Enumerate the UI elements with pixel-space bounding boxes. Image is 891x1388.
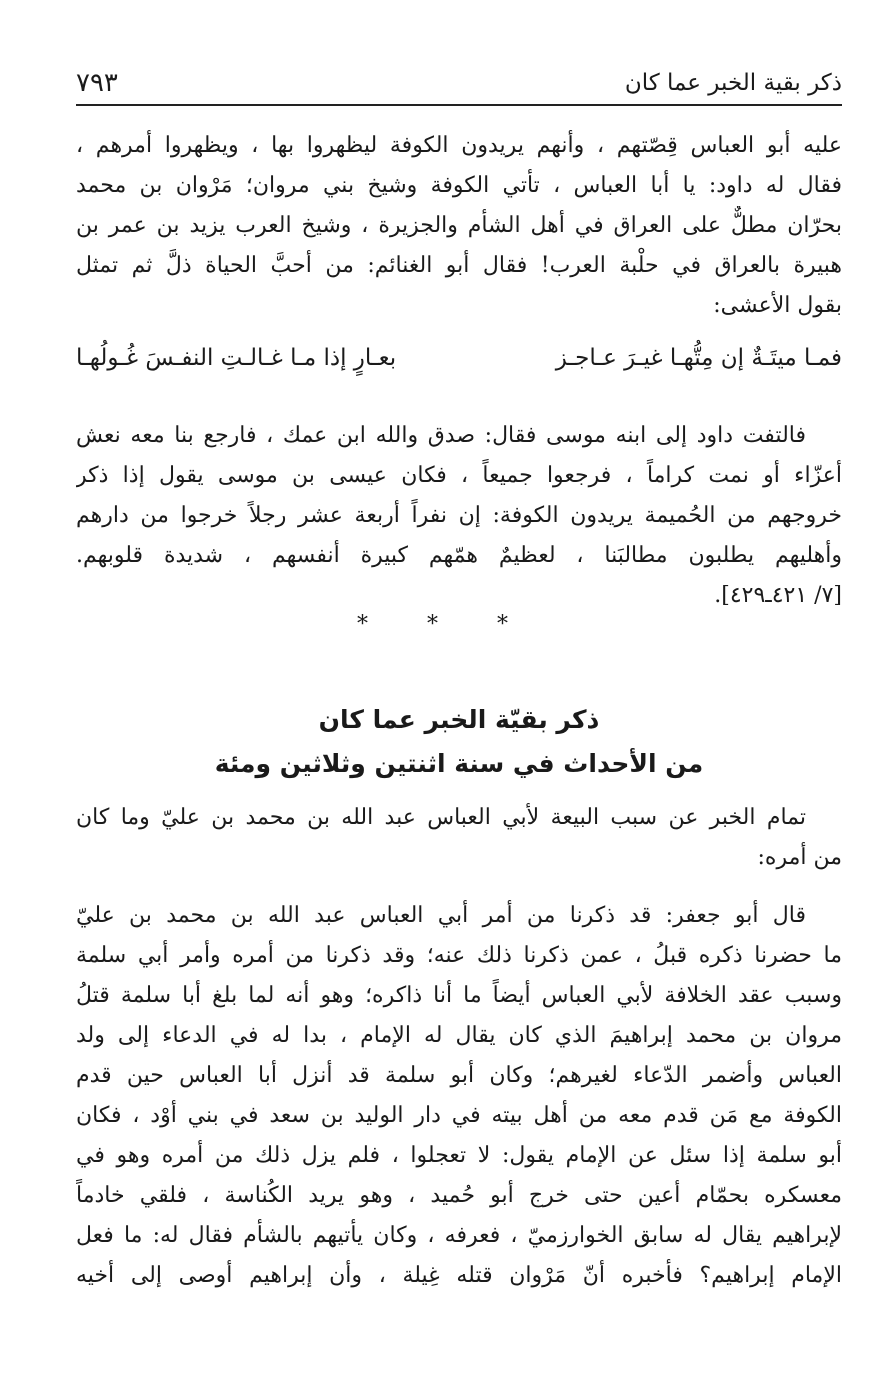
- page-header: [76, 60, 842, 100]
- text-line: من أمره:: [757, 845, 842, 870]
- header-rule: [76, 104, 842, 106]
- citation-line: [٧/ ٤٢١ـ٤٢٩].: [714, 583, 842, 608]
- verse-first-hemistich: فمـا ميتَـةٌ إن مِتُّهـا غيـرَ عـاجـز: [555, 345, 842, 371]
- text-line: وأهليهم يطلبون مطالبَنا ، لعظيمٌ همّهم كبيرة أنفسهم ، شديدة قلوبهم.: [76, 543, 842, 568]
- paragraph-1: [76, 126, 842, 326]
- text-line: بقول الأعشى:: [713, 293, 842, 318]
- text-line: مروان بن محمد إبراهيمَ الذي كان يقال له الإمام ، بدا له في الدعاء إلى ولد: [76, 1023, 842, 1048]
- page-number: ٧٩٣: [76, 68, 118, 98]
- running-title: ذكر بقية الخبر عما كان: [624, 70, 842, 96]
- text-line: وسبب عقد الخلافة لأبي العباس أيضاً ما أنا ذاكره؛ وهو أنه لما بلغ أبا سلمة قتلُ: [76, 983, 842, 1008]
- text-line: أعزّاء أو نمت كراماً ، فرجعوا جميعاً ، فكان عيسى بن موسى يقول إذا ذكر: [76, 463, 842, 488]
- paragraph-4: [76, 896, 842, 1296]
- text-line: فالتفت داود إلى ابنه موسى فقال: صدق والله ابن عمك ، فارجع بنا معه نعش: [76, 423, 806, 448]
- text-line: هبيرة بالعراق في حلْبة العرب! فقال أبو الغنائم: من أحبَّ الحياة ذلَّ ثم تمثل: [76, 253, 842, 278]
- poetry-verse: [76, 336, 842, 380]
- text-line: تمام الخبر عن سبب البيعة لأبي العباس عبد الله بن محمد بن عليّ وما كان: [76, 805, 806, 830]
- text-line: الكوفة مع مَن قدم معه من أهل بيته في دار الوليد بن سعد في بني أوْد ، فكان: [76, 1103, 842, 1128]
- text-line: ما حضرنا ذكره قبلُ ، عمن ذكرنا ذلك عنه؛ وقد ذكرنا من أمره وأمر أبي سلمة: [76, 943, 842, 968]
- text-line: فقال له داود: يا أبا العباس ، تأتي الكوفة وشيخ بني مروان؛ مَرْوان بن محمد: [76, 173, 842, 198]
- text-line: العباس وأضمر الدّعاء لغيرهم؛ وكان أبو سلمة قد أنزل أبا العباس حين قدم: [76, 1063, 842, 1088]
- text-line: قال أبو جعفر: قد ذكرنا من أمر أبي العباس عبد الله بن محمد بن عليّ: [76, 903, 806, 928]
- paragraph-3: [76, 798, 842, 878]
- section-heading-line-1: ذكر بقيّة الخبر عما كان: [318, 705, 600, 734]
- text-line: أبو سلمة إذا سئل عن الإمام يقول: لا تعجلوا ، فلم يزل ذلك من أمره وهو في: [76, 1143, 842, 1168]
- text-line: لإبراهيم يقال له سابق الخوارزميّ ، فعرفه ، وكان يأتيهم بالشأم فقال له: ما فعل: [76, 1223, 842, 1248]
- section-separator: * * *: [357, 612, 534, 637]
- text-line: بحرّان مطلٌّ على العراق في أهل الشأم والجزيرة ، وشيخ العرب يزيد بن عمر بن: [76, 213, 842, 238]
- section-heading-line-2: من الأحداث في سنة اثنتين وثلاثين ومئة: [214, 749, 704, 778]
- paragraph-2: [76, 416, 842, 616]
- text-line: خروجهم من الحُميمة يريدون الكوفة: إن نفراً أربعة عشر رجلاً خرجوا من دارهم: [76, 503, 842, 528]
- text-line: عليه أبو العباس قِصّتهم ، وأنهم يريدون الكوفة ليظهروا بها ، ويظهروا أمرهم ،: [76, 133, 842, 158]
- verse-second-hemistich: بعـارٍ إذا مـا غـالـتِ النفـسَ غُـولُهـا: [76, 345, 397, 371]
- text-line: معسكره بحمّام أعين حتى خرج أبو حُميد ، وهو يريد الكُناسة ، فلقي خادماً: [76, 1183, 842, 1208]
- text-line: الإمام إبراهيم؟ فأخبره أنّ مَرْوان قتله غِيلة ، وأن إبراهيم أوصى إلى أخيه: [76, 1263, 842, 1288]
